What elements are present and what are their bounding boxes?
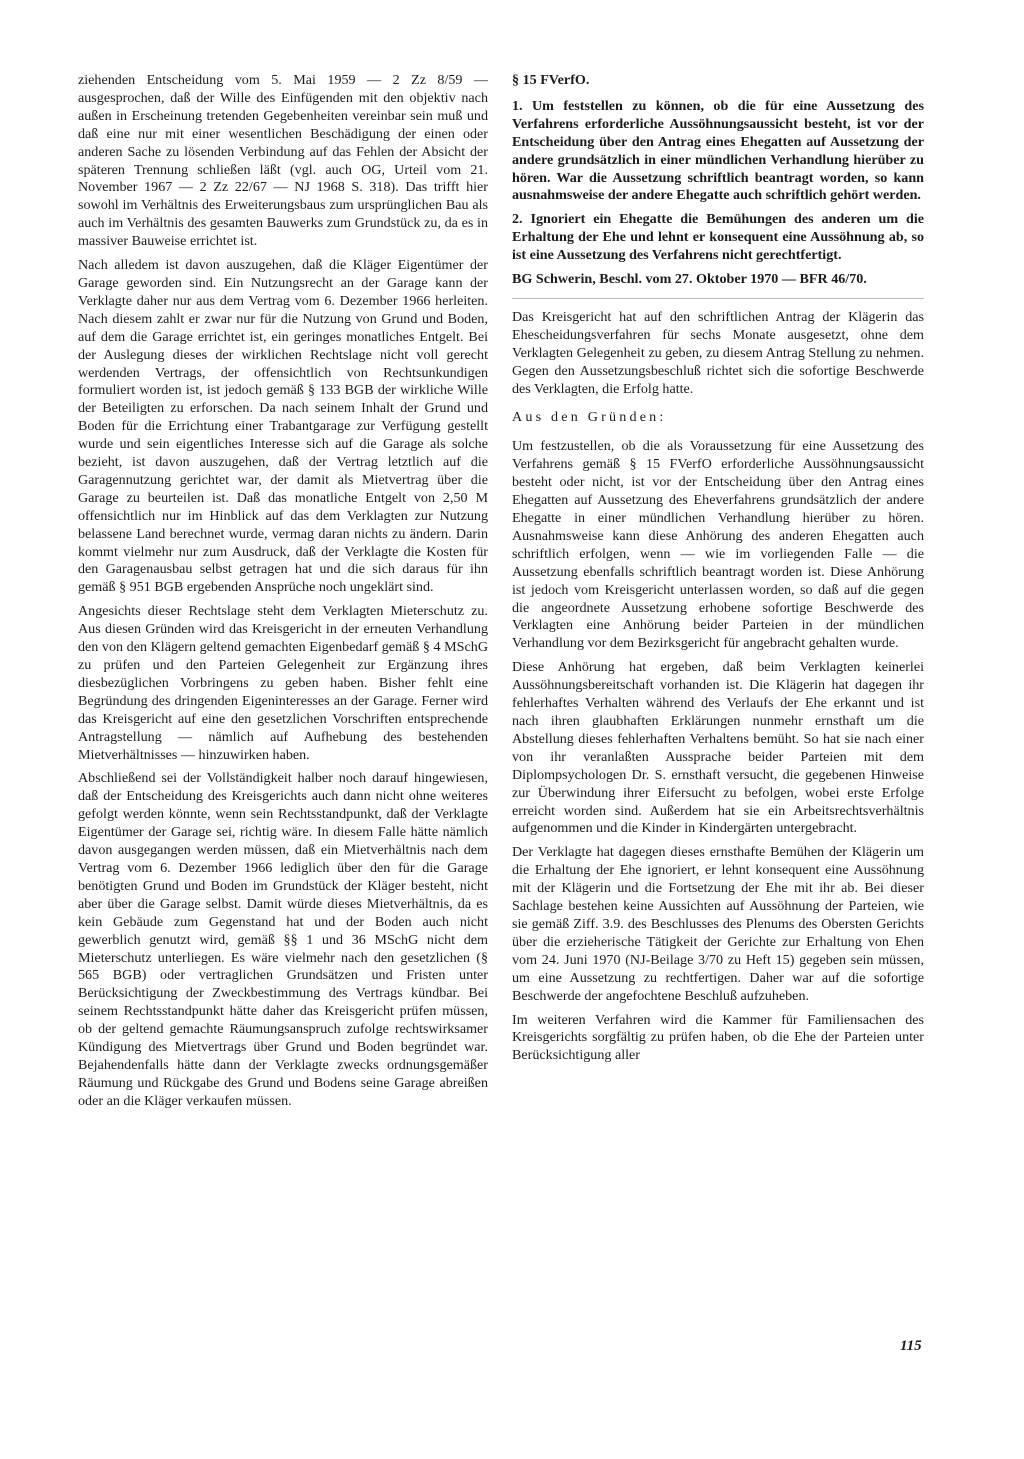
facts-paragraph: Das Kreisgericht hat auf den schriftlichen Antrag der Klägerin das Ehescheidungsverfahren für sechs Monate ausgesetzt, ohne dem Verklagten Gelegenheit zu geben, zu diesem Antrag Stellung zu nehmen. Gegen den Aussetzungsbeschluß richtet sich die sofortige Beschwerde des Verklagten, die Erfolg hatte. (512, 308, 924, 397)
paragraph: Nach alledem ist davon auszugehen, daß die Kläger Eigentümer der Garage geworden sind. Ein Nutzungsrecht an der Garage kann der Verklagte daher nur aus dem Vertrag vom 6. Dezember 1966 herleiten. Nach diesem zahlt er zwar nur für die Nutzung von Grund und Boden, auf dem die Garage errichtet ist, ein geringes monatliches Entgelt. Bei der Auslegung dieses der wirklichen Rechtslage nicht voll gerecht werdenden Vertrags, der offensichtlich von Rechtsunkundigen formuliert worden ist, ist jedoch gemäß § 133 BGB der wirkliche Wille der Beteiligten zu erforschen. Da nach seinem Inhalt der Grund und Boden für die Errichtung einer Trabantgarage zur Verfügung gestellt wurde und sein eigentliches Interesse sich auf die Garage als solche bezieht, ist davon auszugehen, daß der Vertrag letztlich auf die Garagennutzung gerichtet war, der damit als Mietvertrag über die Garage zu beurteilen ist. Daß das monatliche Entgelt von 2,50 M offensichtlich nur im Hinblick auf das dem Verklagten zur Nutzung belassene Land berechnet wurde, vermag daran nichts zu ändern. Darin kommt vielmehr nur zum Ausdruck, daß der Verklagte die Kosten für den Garagenausbau selbst getragen hat und die sich daraus für ihn gemäß § 951 BGB ergebenden Ansprüche noch ungeklärt sind. (78, 257, 488, 596)
section-heading: § 15 FVerfO. (512, 72, 590, 88)
paragraph: Der Verklagte hat dagegen dieses ernsthafte Bemühen der Klägerin um die Erhaltung der Ehe ignoriert, er lehnt konsequent eine Aussöhnung mit der Klägerin und die Fortsetzung der Ehe mit ihr ab. Bei dieser Sachlage bestehen keine Aussichten auf Aussöhnung der Parteien, wie sie gemäß Ziff. 3.9. des Beschlusses des Plenums des Obersten Gerichts über die erzieherische Tätigkeit der Gerichte zur Erhaltung von Ehen vom 24. Juni 1970 (NJ-Beilage 3/70 zu Heft 15) gegeben sein müssen, um eine Aussetzung zu rechtfertigen. Daher war auf die sofortige Beschwerde der angefochtene Beschluß aufzuheben. (512, 844, 924, 1004)
paragraph: Um festzustellen, ob die als Voraussetzung für eine Aussetzung des Verfahrens gemäß § 15 FVerfO erforderliche Aussöhnungsaussicht besteht oder nicht, ist vor der Entscheidung über den Antrag eines Ehegatten auf Aussetzung des Eheverfahrens grundsätzlich der andere Ehegatte in einer mündlichen Verhandlung hierüber zu hören. Ausnahmsweise kann diese Anhörung des anderen Ehegatten auch schriftlich erfolgen, wenn — wie im vorliegenden Falle — die Aussetzung ebenfalls schriftlich beantragt worden ist. Diese Anhörung ist jedoch vom Kreisgericht unterlassen worden, so daß auf die gegen die angeordnete Aussetzung erhobene sofortige Beschwerde des Verklagten eine Anhörung beider Parteien in der mündlichen Verhandlung vor dem Bezirksgericht für angebracht gehalten wurde. (512, 438, 924, 652)
citation: BG Schwerin, Beschl. vom 27. Oktober 1970 — BFR 46/70. (512, 271, 867, 288)
paragraph: Angesichts dieser Rechtslage steht dem Verklagten Mieterschutz zu. Aus diesen Gründen wird das Kreisgericht in der erneuten Verhandlung den von den Klägern geltend gemachten Eigenbedarf gemäß § 4 MSchG zu prüfen und den Parteien Gelegenheit zur Ergänzung ihres diesbezüglichen Vorbringens zu geben haben. Bisher fehlt eine Begründung des dringenden Eigeninteresses an der Garage. Ferner wird das Kreisgericht auf eine den gesetzlichen Vorschriften entsprechende Antragstellung — nämlich auf Aufhebung des bestehenden Mietverhältnisses — hinzuwirken haben. (78, 603, 488, 763)
paragraph: Im weiteren Verfahren wird die Kammer für Familiensachen des Kreisgerichts sorgfältig zu prüfen haben, ob die Ehe der Parteien unter Berücksichtigung aller (512, 1011, 924, 1064)
paragraph: Abschließend sei der Vollständigkeit halber noch darauf hingewiesen, daß der Entscheidung des Kreisgerichts auch dann nicht ohne weiteres gefolgt werden könnte, wenn sein Rechtsstandpunkt, daß der Verklagte Eigentümer der Garage sei, richtig wäre. In diesem Falle hätte nämlich davon ausgegangen werden müssen, daß ein Mietverhältnis nach dem Vertrag vom 6. Dezember 1966 lediglich über den für die Garage benötigten Grund und Boden im Grundstück der Kläger besteht, nicht aber über die Garage selbst. Damit würde dieses Mietverhältnis, da es kein Gebäude zum Gegenstand hat und der Boden auch nicht gewerblich genutzt wird, gemäß §§ 1 und 36 MSchG nicht dem Mieterschutz unterliegen. Es wäre vielmehr nach den gesetzlichen (§ 565 BGB) oder vertraglichen Grundsätzen und Fristen unter Berücksichtigung der Zweckbestimmung des Vertrags kündbar. Bei seinem Rechtsstandpunkt hätte daher das Kreisgericht prüfen müssen, ob der geltend gemachte Räumungsanspruch zufolge rechtswirksamer Kündigung des Mietvertrags über Grund und Boden begründet war. Bejahendenfalls hätte dann der Verklagte zwecks ordnungsgemäßer Räumung und Rückgabe des Grund und Bodens seine Garage abreißen oder an die Kläger verkaufen müssen. (78, 770, 488, 1109)
paragraph: ziehenden Entscheidung vom 5. Mai 1959 — 2 Zz 8/59 — ausgesprochen, daß der Wille des Einfügenden mit den objektiv nach außen in Erscheinung tretenden Gegebenheiten vereinbar sein muß und daß eine nur mit einer wesentlichen Beschädigung der einen oder anderen Sache zu lösenden Verbindung auf das Fehlen der Absicht der späteren Trennung schließen läßt (vgl. auch OG, Urteil vom 21. November 1967 — 2 Zz 22/67 — NJ 1968 S. 318). Das trifft hier sowohl im Verhältnis des Erweiterungsbaus zum ursprünglichen Bau als auch im Verhältnis des gesamten Bauwerks zum Grundstück zu, da es in massiver Bauweise errichtet ist. (78, 72, 488, 250)
left-column (78, 72, 488, 1117)
page-number: 115 (900, 1338, 922, 1354)
headnote: 2. Ignoriert ein Ehegatte die Bemühungen des anderen um die Erhaltung der Ehe und lehnt er konsequent eine Aussöhnung ab, so ist eine Aussetzung des Verfahrens nicht gerechtfertigt. (512, 211, 924, 264)
divider (512, 298, 924, 299)
right-column (512, 72, 924, 1071)
reasons-heading: Aus den Gründen: (512, 408, 667, 425)
paragraph: Diese Anhörung hat ergeben, daß beim Verklagten keinerlei Aussöhnungsbereitschaft vorhanden ist. Die Klägerin hat dagegen ihr fehlerhaftes Verhalten während des Verlaufs der Ehe erkannt und ist nach ihren glaubhaften Erklärungen nunmehr ernsthaft um die Abstellung dieses fehlerhaften Verhaltens bemüht. So hat sie nach einer von ihr veranlaßten Aussprache beider Parteien mit dem Diplompsychologen Dr. S. ernsthaft versucht, die gegebenen Hinweise zur Überwindung ihrer Eifersucht zu befolgen, wobei erste Erfolge erreicht worden sind. Außerdem hat sie ein Arbeitsrechtsverhältnis aufgenommen und die Kinder in Kindergärten untergebracht. (512, 659, 924, 837)
headnote: 1. Um feststellen zu können, ob die für eine Aussetzung des Verfahrens erforderliche Aussöhnungsaussicht besteht, ist vor der Entscheidung über den Antrag eines Ehegatten auf Aussetzung der andere grundsätzlich in einer mündlichen Verhandlung hierüber zu hören. War die Aussetzung schriftlich beantragt worden, so kann ausnahmsweise der andere Ehegatte auch schriftlich gehört werden. (512, 97, 924, 204)
